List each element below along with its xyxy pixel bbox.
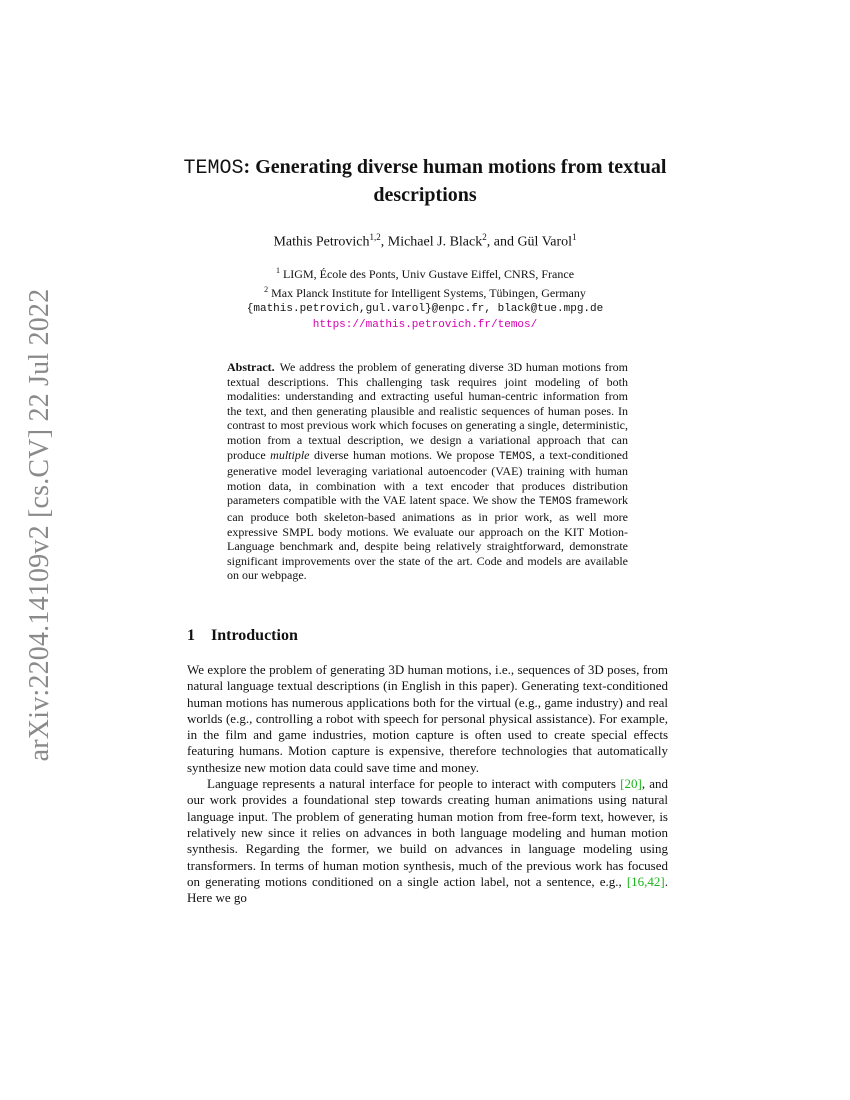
affiliations: [150, 263, 700, 333]
project-url-link[interactable]: https://mathis.petrovich.fr/temos/: [312, 319, 538, 331]
author-2: , Michael J. Black: [380, 234, 483, 250]
citation-link[interactable]: [16,42]: [626, 873, 665, 889]
arxiv-identifier: arXiv:2204.14109v2 [cs.CV] 22 Jul 2022: [24, 288, 55, 762]
section-heading: [187, 627, 298, 645]
arxiv-sidebar: [20, 288, 60, 762]
abstract-italic: multiple: [270, 447, 310, 462]
abstract-model-name-1: TEMOS: [498, 450, 532, 463]
affiliation-1-text: LIGM, École des Ponts, Univ Gustave Eiffel, CNRS, France: [282, 267, 575, 281]
abstract-text-2: diverse human motions. We propose: [309, 447, 499, 462]
paragraph-2-text-b: , and our work provides a foundational step towards creating human animations using natural language input. The problem of generating human motion from free-form text, however, is relatively new since it relies on advances in both language modeling and human motion synthesis. Regarding the former, we build on advances in language modeling using transformers. In terms of human motion synthesis, much of the previous work has focused on generating motions conditioned on a single action label, not a sentence, e.g.,: [187, 776, 668, 889]
affiliation-2-text: Max Planck Institute for Intelligent Systems, Tübingen, Germany: [271, 286, 586, 300]
author-1-affil: 1,2: [369, 232, 381, 242]
paragraph-1: We explore the problem of generating 3D human motions, i.e., sequences of 3D poses, from natural language textual descriptions (in English in this paper). Generating text-conditioned human motions has numerous applications both for the virtual (e.g., game industry) and real worlds (e.g., controlling a robot with speech for personal physical assistance). For example, in the film and game industries, motion capture is often used to create special effects featuring humans. Motion capture is expensive, therefore technologies that automatically synthesize new motion data could save time and money.: [187, 662, 668, 775]
abstract-text-1: We address the problem of generating diverse 3D human motions from textual descriptions. This challenging task requires joint modeling of both modalities: understanding and extracting useful human-centric information from the text, and then generating plausible and realistic sequences of human poses. In contrast to most previous work which focuses on generating a single, deterministic, motion from a textual description, we design a variational approach that can produce: [227, 360, 628, 462]
affiliation-2: [150, 282, 700, 301]
author-list: [150, 232, 700, 251]
abstract-text-4: framework can produce both skeleton-based animations as in prior work, as well more expressive SMPL body motions. We evaluate our approach on the KIT Motion-Language benchmark and, despite being relatively straightforward, demonstrate significant improvements over the state of the art. Code and models are available on our webpage.: [227, 493, 629, 583]
author-1: Mathis Petrovich: [273, 234, 370, 250]
body-text: [187, 662, 668, 906]
citation-link[interactable]: [20]: [620, 776, 642, 792]
author-emails: {mathis.petrovich,gul.varol}@enpc.fr, black@tue.mpg.de: [246, 303, 604, 315]
affiliation-1: [150, 263, 700, 282]
paper-title: [150, 154, 700, 208]
title-model-name: TEMOS: [183, 157, 244, 180]
paragraph-2-text-c: . Here we go: [187, 873, 668, 906]
author-3: , and Gül Varol: [486, 234, 573, 250]
affiliation-2-number: 2: [264, 285, 269, 294]
section-title: Introduction: [211, 627, 298, 644]
paragraph-2-text-a: Language represents a natural interface for people to interact with computers: [207, 776, 621, 792]
paragraph-2: [187, 776, 668, 906]
abstract: [227, 360, 628, 583]
abstract-text-3: , a text-conditioned generative model leveraging variational autoencoder (VAE) training with human motion data, in combination with a text encoder that produces distribution parameters compatible with the VAE latent space. We show the: [227, 447, 628, 508]
title-text: : Generating diverse human motions from textual descriptions: [243, 156, 667, 206]
author-3-affil: 1: [572, 232, 577, 242]
author-2-affil: 2: [482, 232, 487, 242]
section-number: 1: [187, 627, 195, 644]
abstract-model-name-2: TEMOS: [538, 496, 572, 509]
abstract-label: Abstract.: [227, 360, 275, 374]
affiliation-1-number: 1: [275, 266, 280, 275]
